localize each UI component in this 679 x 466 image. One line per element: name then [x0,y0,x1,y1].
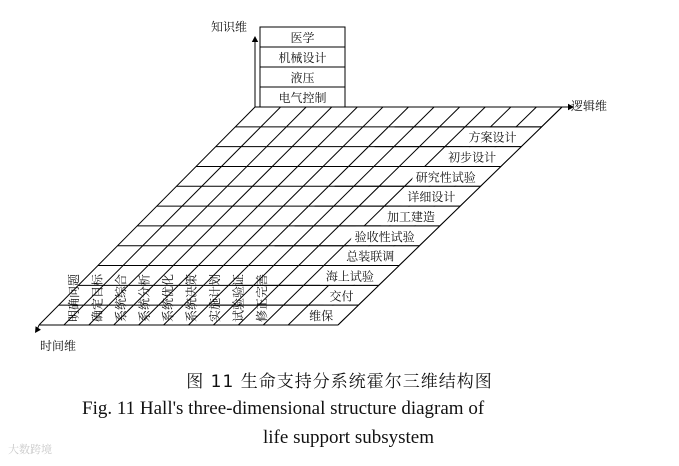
logic-phase-label: 验收性试验 [354,229,415,244]
time-step-label-group [90,273,105,322]
watermark: 大数跨境 [8,443,52,456]
logic-phase-label: 初步设计 [448,150,497,165]
grid-column-line [263,107,485,325]
logic-phase-label: 研究性试验 [415,170,476,185]
knowledge-item-label: 机械设计 [278,51,327,65]
knowledge-axis-arrow [252,36,258,42]
logic-axis-label: 逻辑维 [571,99,608,113]
logic-phase-label: 海上试验 [325,269,374,284]
caption-chinese: 图 11 生命支持分系统霍尔三维结构图 [186,372,493,392]
grid-right-edge [338,107,562,325]
time-step-label: 试验验证 [231,273,246,322]
time-step-label: 系统分析 [137,273,152,322]
time-step-label: 系统优化 [161,273,175,322]
time-step-label: 修正完善 [255,273,269,322]
logic-phase-label: 交付 [329,289,354,304]
knowledge-item-label: 医学 [290,31,315,45]
time-step-label-group [184,274,199,322]
logic-phase-label: 总装联调 [346,249,395,264]
time-step-label-group [232,274,246,322]
time-step-label: 实施计划 [208,273,222,322]
logic-phase-labels [194,107,562,325]
time-step-label: 系统综合 [114,273,128,322]
logic-phase-label: 维保 [309,309,334,324]
knowledge-box [260,27,345,107]
caption-english-line1: Fig. 11 Hall's three-dimensional structure diagram of [82,398,485,419]
knowledge-item-label: 液压 [290,71,315,85]
time-axis-label: 时间维 [40,339,77,353]
time-step-labels [66,273,269,322]
logic-phase-label: 详细设计 [407,190,456,205]
logic-phase-label: 方案设计 [468,130,517,145]
knowledge-axis-label: 知识维 [211,20,248,34]
time-step-label: 确定目标 [90,273,105,322]
time-step-label: 明确问题 [67,273,81,322]
time-step-label-group [66,274,81,322]
time-step-label: 系统决策 [184,273,199,322]
time-step-label-group [113,274,128,322]
time-step-label-group [207,274,222,322]
caption-english-line2: life support subsystem [263,427,434,448]
logic-phase-label: 加工建造 [387,210,436,224]
knowledge-item-label: 电气控制 [278,91,327,105]
time-step-label-group [160,274,175,322]
time-step-label-group [137,274,152,322]
time-step-label-group [255,274,269,322]
